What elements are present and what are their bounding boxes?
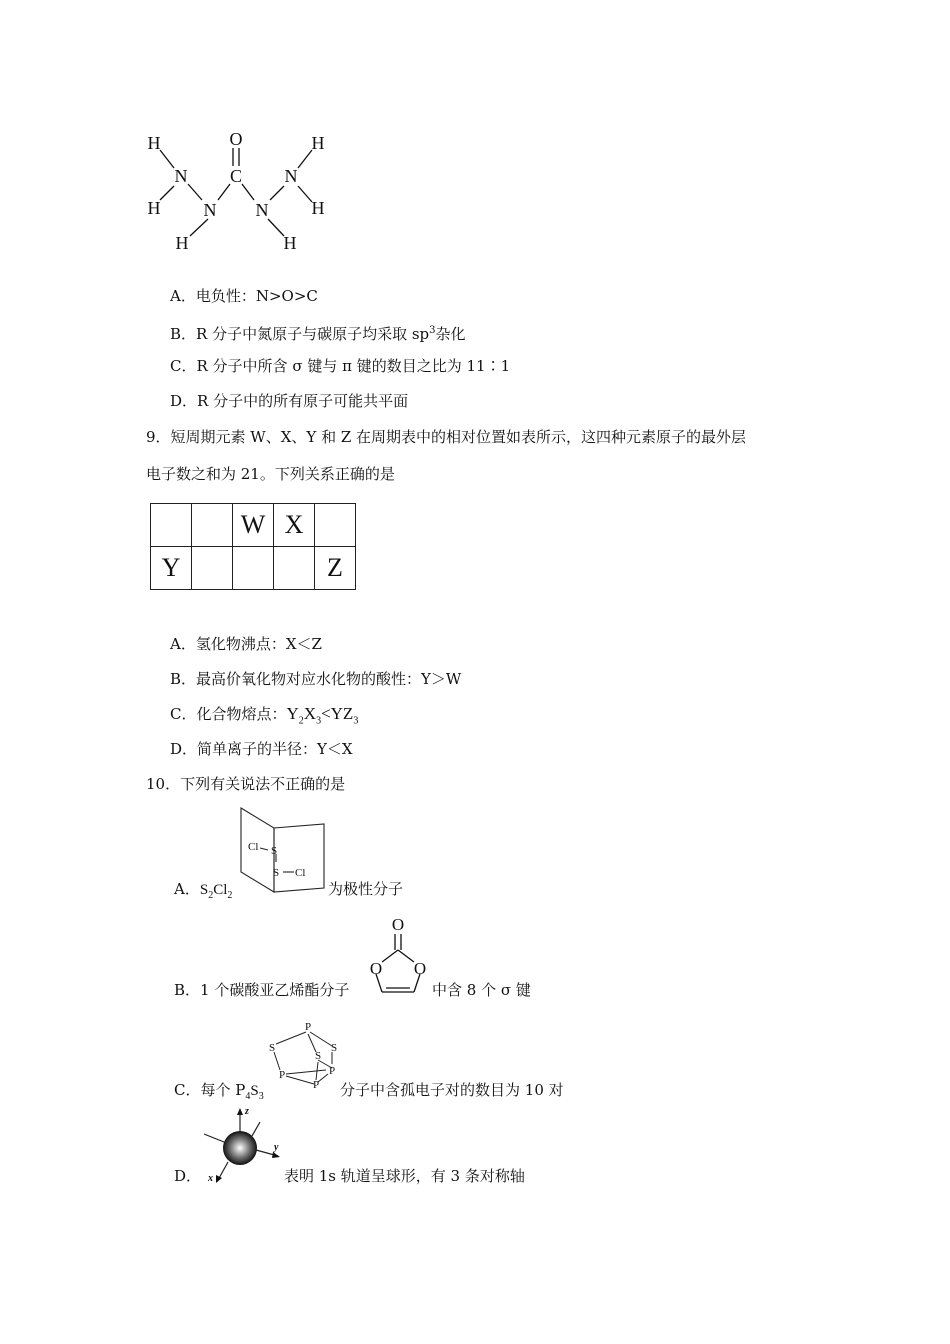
axis-label-x: x <box>208 1173 213 1184</box>
q9-option-d: D．简单离子的半径：Y＜X <box>170 740 353 758</box>
1s-orbital-diagram <box>198 1106 288 1188</box>
vinylene-carbonate-structure <box>366 912 430 998</box>
q10-option-b-pre: B．1 个碳酸亚乙烯酯分子 <box>174 981 350 999</box>
periodic-table-fragment <box>150 503 356 590</box>
q10-option-a-label: A．$S_2Cl_2$ <box>174 880 233 901</box>
q10-stem: 10．下列有关说法不正确的是 <box>146 775 346 793</box>
atom-cl: Cl <box>248 841 259 853</box>
table-cell <box>151 504 192 547</box>
atom-h: H <box>175 233 189 253</box>
atom-o: O <box>369 959 383 978</box>
urea-derivative-structure <box>140 124 340 256</box>
q8-option-b: B．R 分子中氮原子与碳原子均采取 $sp^3$杂化 <box>170 325 466 343</box>
table-cell <box>192 504 233 547</box>
s2cl2-structure <box>238 806 328 896</box>
p4s3-structure <box>262 1018 340 1094</box>
q9-option-c: C．化合物熔点：$Y_2X_3<YZ_3$ <box>170 704 359 727</box>
atom-c: C <box>229 166 243 186</box>
atom-h: H <box>147 133 161 153</box>
q10-option-c-post: 分子中含孤电子对的数目为 10 对 <box>340 1081 564 1099</box>
atom-s: S <box>271 845 278 857</box>
table-cell: X <box>274 504 315 547</box>
q10-option-a-text: 为极性分子 <box>328 880 404 898</box>
q8-option-c: C．R 分子中所含 σ 键与 π 键的数目之比为 11∶1 <box>170 357 511 375</box>
table-cell <box>233 547 274 590</box>
q9-option-b: B．最高价氧化物对应水化物的酸性：Y＞W <box>170 670 462 688</box>
q10-option-d-text: 表明 1s 轨道呈球形，有 3 条对称轴 <box>284 1167 525 1185</box>
table-cell <box>192 547 233 590</box>
atom-s: S <box>330 1042 338 1054</box>
table-cell: Z <box>315 547 356 590</box>
atom-p: P <box>312 1079 320 1091</box>
atom-n: N <box>174 166 188 186</box>
q9-option-a: A．氢化物沸点：X＜Z <box>170 635 322 653</box>
table-cell: W <box>233 504 274 547</box>
q9-stem-line1: 9．短周期元素 W、X、Y 和 Z 在周期表中的相对位置如表所示，这四种元素原子的最外层 <box>146 428 747 446</box>
axis-label-z: z <box>245 1106 249 1117</box>
atom-o: O <box>413 959 427 978</box>
atom-h: H <box>311 198 325 218</box>
axis-label-y: y <box>274 1142 279 1153</box>
atom-h: H <box>283 233 297 253</box>
atom-s: S <box>273 867 280 879</box>
atom-s: S <box>314 1050 322 1062</box>
atom-h: H <box>147 198 161 218</box>
atom-n: N <box>255 200 269 220</box>
atom-cl: Cl <box>295 867 306 879</box>
atom-h: H <box>311 133 325 153</box>
table-cell: Y <box>151 547 192 590</box>
atom-n: N <box>284 166 298 186</box>
atom-p: P <box>278 1069 286 1081</box>
q8-option-d: D．R 分子中的所有原子可能共平面 <box>170 392 409 410</box>
table-cell <box>315 504 356 547</box>
atom-o: O <box>391 915 405 934</box>
atom-p: P <box>304 1021 312 1033</box>
q10-option-b-post: 中含 8 个 σ 键 <box>432 981 531 999</box>
atom-o: O <box>229 129 243 149</box>
q8-option-a: A．电负性：N>O>C <box>170 287 318 305</box>
q9-stem-line2: 电子数之和为 21。下列关系正确的是 <box>146 465 395 483</box>
atom-n: N <box>203 200 217 220</box>
q10-option-c-pre: C．每个 $P_4S_3$ <box>174 1081 264 1102</box>
atom-p: P <box>328 1065 336 1077</box>
atom-s: S <box>268 1042 276 1054</box>
table-cell <box>274 547 315 590</box>
q10-option-d-letter: D． <box>174 1167 202 1185</box>
